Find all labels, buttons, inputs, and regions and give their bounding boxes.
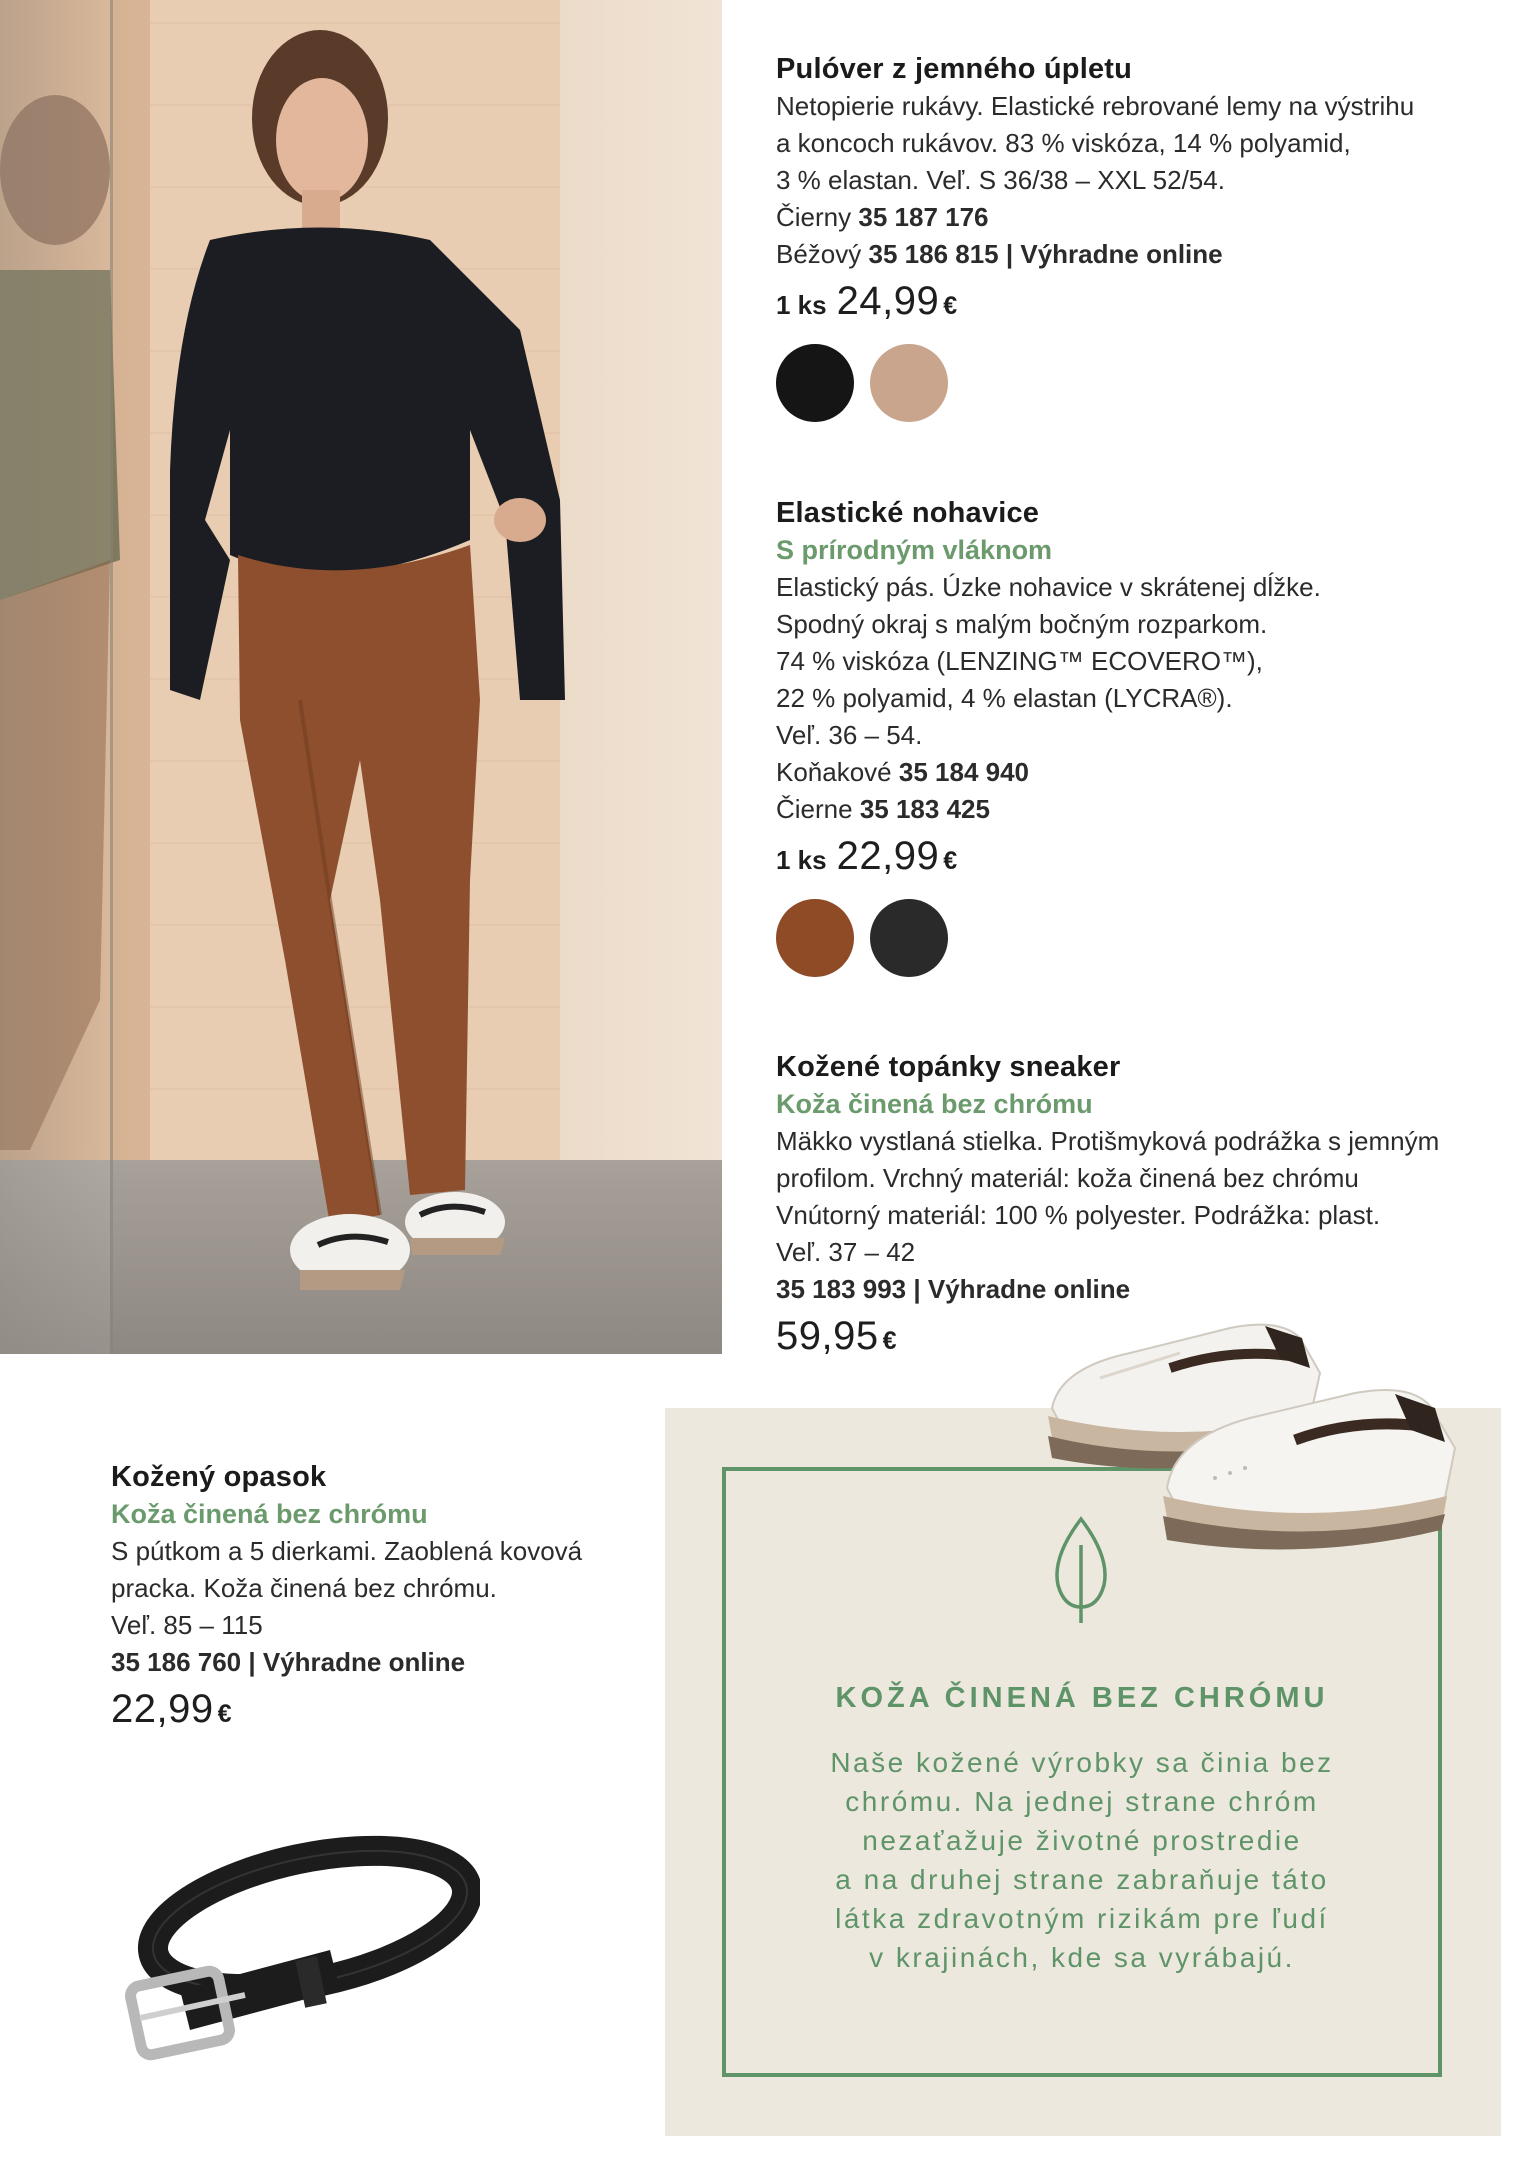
variant-label: Čierny	[776, 202, 852, 232]
color-swatches	[776, 899, 1496, 977]
variant-code: 35 186 815	[868, 239, 999, 269]
product-desc-line: a koncoch rukávov. 83 % viskóza, 14 % polyamid,	[776, 128, 1351, 158]
product-desc-line: Netopierie rukávy. Elastické rebrované lemy na výstrihu	[776, 91, 1415, 121]
price: 22,99 €	[111, 1687, 232, 1731]
price: 22,99 €	[836, 834, 958, 878]
variant-label: Béžový	[776, 239, 862, 269]
eco-info-line: chrómu. Na jednej strane chróm	[845, 1786, 1319, 1817]
product-desc-line: Veľ. 37 – 42	[776, 1237, 916, 1267]
eco-info-line: nezaťažuje životné prostredie	[862, 1825, 1302, 1856]
product-desc-line: 3 % elastan. Veľ. S 36/38 – XXL 52/54.	[776, 165, 1225, 195]
variant-code: 35 184 940	[898, 757, 1030, 787]
product-belt	[111, 1458, 651, 1732]
variant-code: 35 183 425	[859, 794, 990, 824]
product-desc-line: Veľ. 36 – 54.	[776, 720, 923, 750]
product-desc-line: Spodný okraj s malým bočným rozparkom.	[776, 609, 1268, 639]
product-subtitle: Koža činená bez chrómu	[111, 1499, 428, 1529]
variant-code: 35 187 176	[858, 202, 989, 232]
variant-line	[776, 754, 1496, 791]
eco-info-heading: KOŽA ČINENÁ BEZ CHRÓMU	[835, 1682, 1329, 1714]
quantity-label: 1 ks	[776, 845, 827, 875]
hero-model-photo	[0, 0, 722, 1354]
eco-info-line: a na druhej strane zabraňuje táto	[835, 1864, 1329, 1895]
product-code-line	[111, 1644, 651, 1681]
color-swatch-black[interactable]	[776, 344, 854, 422]
variant-line	[776, 791, 1496, 828]
color-swatch-beige[interactable]	[870, 344, 948, 422]
leaf-icon	[1048, 1515, 1114, 1627]
product-note: | Výhradne online	[241, 1647, 466, 1677]
product-code: 35 183 993	[776, 1274, 907, 1304]
product-desc-line: 22 % polyamid, 4 % elastan (LYCRA®).	[776, 683, 1233, 713]
quantity-label: 1 ks	[776, 290, 827, 320]
eco-info-line: látka zdravotným rizikám pre ľudí	[835, 1903, 1329, 1934]
product-sweater	[776, 50, 1496, 422]
price: 24,99 €	[836, 279, 958, 323]
variant-label: Čierne	[776, 794, 853, 824]
product-desc-line: Elastický pás. Úzke nohavice v skrátenej dĺžke.	[776, 572, 1321, 602]
price-row	[111, 1687, 651, 1732]
price-row	[776, 279, 1496, 324]
product-desc-line: Vnútorný materiál: 100 % polyester. Podrážka: plast.	[776, 1200, 1381, 1230]
variant-note: | Výhradne online	[998, 239, 1223, 269]
product-desc-line: Mäkko vystlaná stielka. Protišmyková podrážka s jemným	[776, 1126, 1440, 1156]
eco-info-text	[770, 1743, 1394, 1977]
color-swatches	[776, 344, 1496, 422]
variant-line	[776, 199, 1496, 236]
product-desc-line: Veľ. 85 – 115	[111, 1610, 263, 1640]
belt-photo	[120, 1830, 480, 2070]
product-note: | Výhradne online	[906, 1274, 1131, 1304]
product-desc-line: S pútkom a 5 dierkami. Zaoblená kovová	[111, 1536, 583, 1566]
eco-info-line: v krajinách, kde sa vyrábajú.	[869, 1942, 1295, 1973]
variant-line	[776, 236, 1496, 273]
color-swatch-black[interactable]	[870, 899, 948, 977]
variant-label: Koňakové	[776, 757, 892, 787]
product-code: 35 186 760	[111, 1647, 242, 1677]
product-title: Elastické nohavice	[776, 497, 1040, 529]
color-swatch-cognac[interactable]	[776, 899, 854, 977]
product-title: Pulóver z jemného úpletu	[776, 53, 1133, 85]
product-desc-line: pracka. Koža činená bez chrómu.	[111, 1573, 497, 1603]
price: 59,95 €	[776, 1314, 897, 1358]
price-row	[776, 834, 1496, 879]
product-subtitle: S prírodným vláknom	[776, 535, 1053, 565]
eco-info-line: Naše kožené výrobky sa činia bez	[830, 1747, 1334, 1778]
product-title: Kožené topánky sneaker	[776, 1051, 1121, 1083]
product-desc-line: 74 % viskóza (LENZING™ ECOVERO™),	[776, 646, 1263, 676]
product-subtitle: Koža činená bez chrómu	[776, 1089, 1093, 1119]
product-trousers	[776, 494, 1496, 977]
product-desc-line: profilom. Vrchný materiál: koža činená bez chrómu	[776, 1163, 1359, 1193]
product-title: Kožený opasok	[111, 1461, 327, 1493]
